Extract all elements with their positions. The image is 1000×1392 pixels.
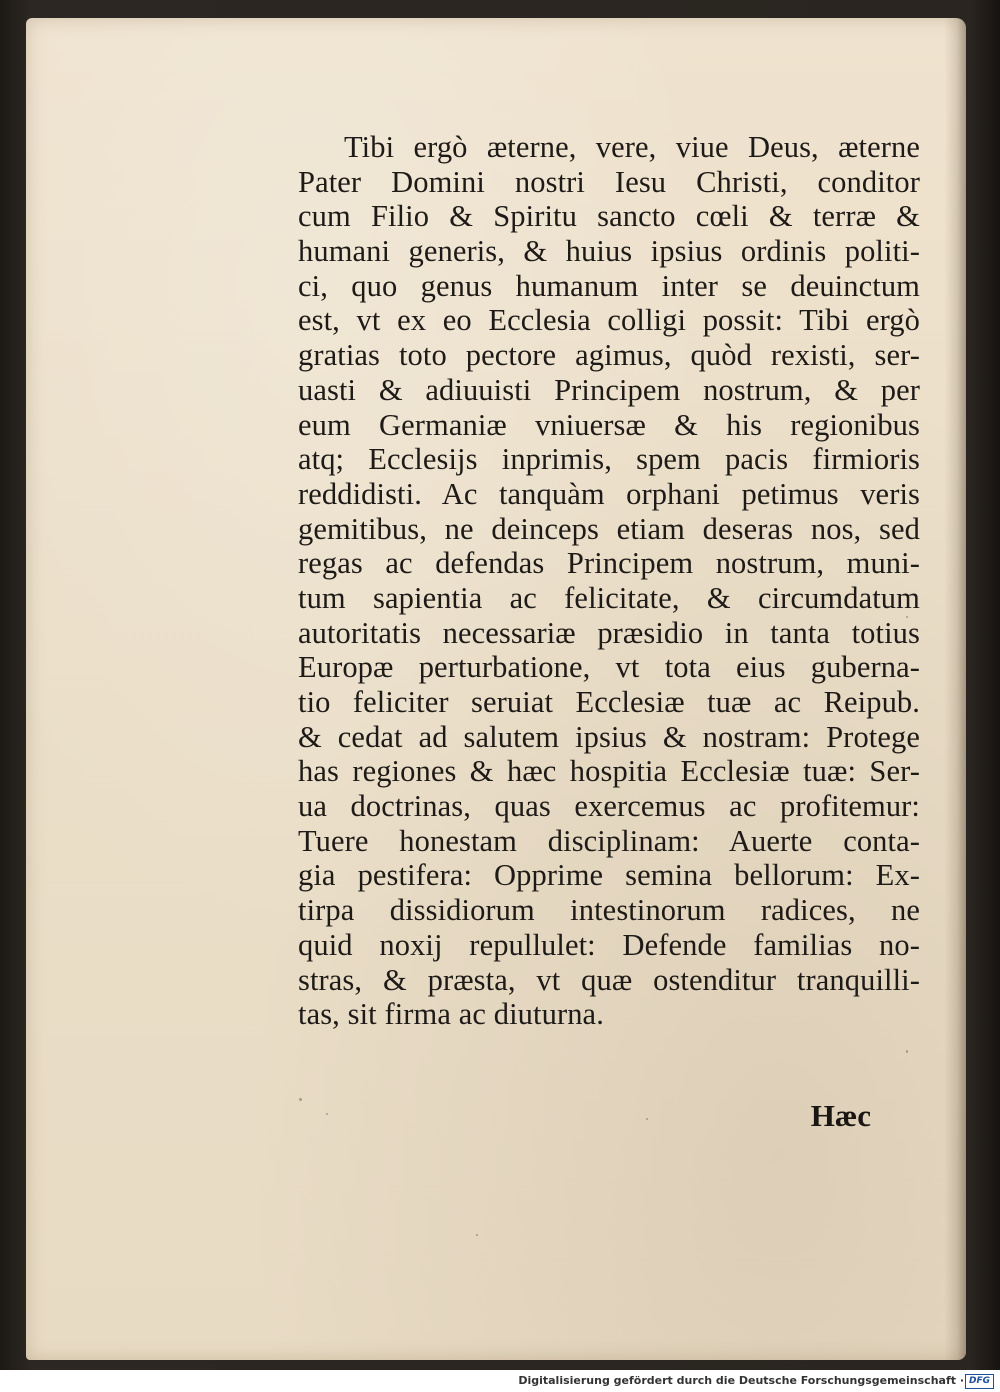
text-line: stras, & præsta, vt quæ ostenditur tranquilli- — [298, 962, 920, 997]
text-line: Tuere honestam disciplinam: Auerte conta- — [298, 823, 920, 858]
funding-credit: Digitalisierung gefördert durch die Deutsche Forschungsgemeinschaft · — [518, 1374, 964, 1387]
text-line: cum Filio & Spiritu sancto cœli & terræ & — [298, 199, 920, 234]
text-line: gratias toto pectore agimus, quòd rexisti, ser- — [298, 338, 920, 373]
text-line: tirpa dissidiorum intestinorum radices, ne — [298, 893, 920, 928]
text-line: humani generis, & huius ipsius ordinis politi- — [298, 234, 920, 269]
text-line: Europæ perturbatione, vt tota eius guberna- — [298, 650, 920, 685]
text-line: Pater Domini nostri Iesu Christi, conditor — [298, 164, 920, 199]
text-line: Tibi ergò æterne, vere, viue Deus, æterne — [344, 130, 920, 164]
text-line: ci, quo genus humanum inter se deuinctum — [298, 268, 920, 303]
text-line: autoritatis necessariæ præsidio in tanta totius — [298, 615, 920, 650]
catchword: Hæc — [810, 1098, 871, 1133]
text-line: gia pestifera: Opprime semina bellorum: Ex- — [298, 858, 920, 893]
text-line: gemitibus, ne deinceps etiam deseras nos, sed — [298, 511, 920, 546]
text-line: tio feliciter seruiat Ecclesiæ tuæ ac Reipub. — [298, 685, 920, 719]
text-line: est, vt ex eo Ecclesia colligi possit: Tibi ergò — [298, 303, 920, 338]
text-line: ua doctrinas, quas exercemus ac profitemur: — [298, 789, 920, 824]
text-line: atq; Ecclesijs inprimis, spem pacis firmioris — [298, 442, 920, 477]
text-line: eum Germaniæ vniuersæ & his regionibus — [298, 407, 920, 442]
text-line: reddidisti. Ac tanquàm orphani petimus veris — [298, 476, 920, 511]
text-line: uasti & adiuuisti Principem nostrum, & per — [298, 372, 920, 407]
text-line: regas ac defendas Principem nostrum, muni- — [298, 546, 920, 581]
text-line: has regiones & hæc hospitia Ecclesiæ tuæ: Ser- — [298, 754, 920, 789]
page-edge-shadow — [944, 18, 966, 1360]
text-line: tum sapientia ac felicitate, & circumdatum — [298, 580, 920, 615]
book-page — [26, 18, 966, 1360]
dfg-logo: DFG — [965, 1374, 994, 1389]
text-line: & cedat ad salutem ipsius & nostram: Protege — [298, 719, 920, 754]
latin-prayer-text — [298, 130, 920, 1032]
text-line: quid noxij repullulet: Defende familias no- — [298, 927, 920, 962]
digitization-footer — [0, 1370, 1000, 1392]
text-line: tas, sit firma ac diuturna. — [298, 997, 604, 1032]
